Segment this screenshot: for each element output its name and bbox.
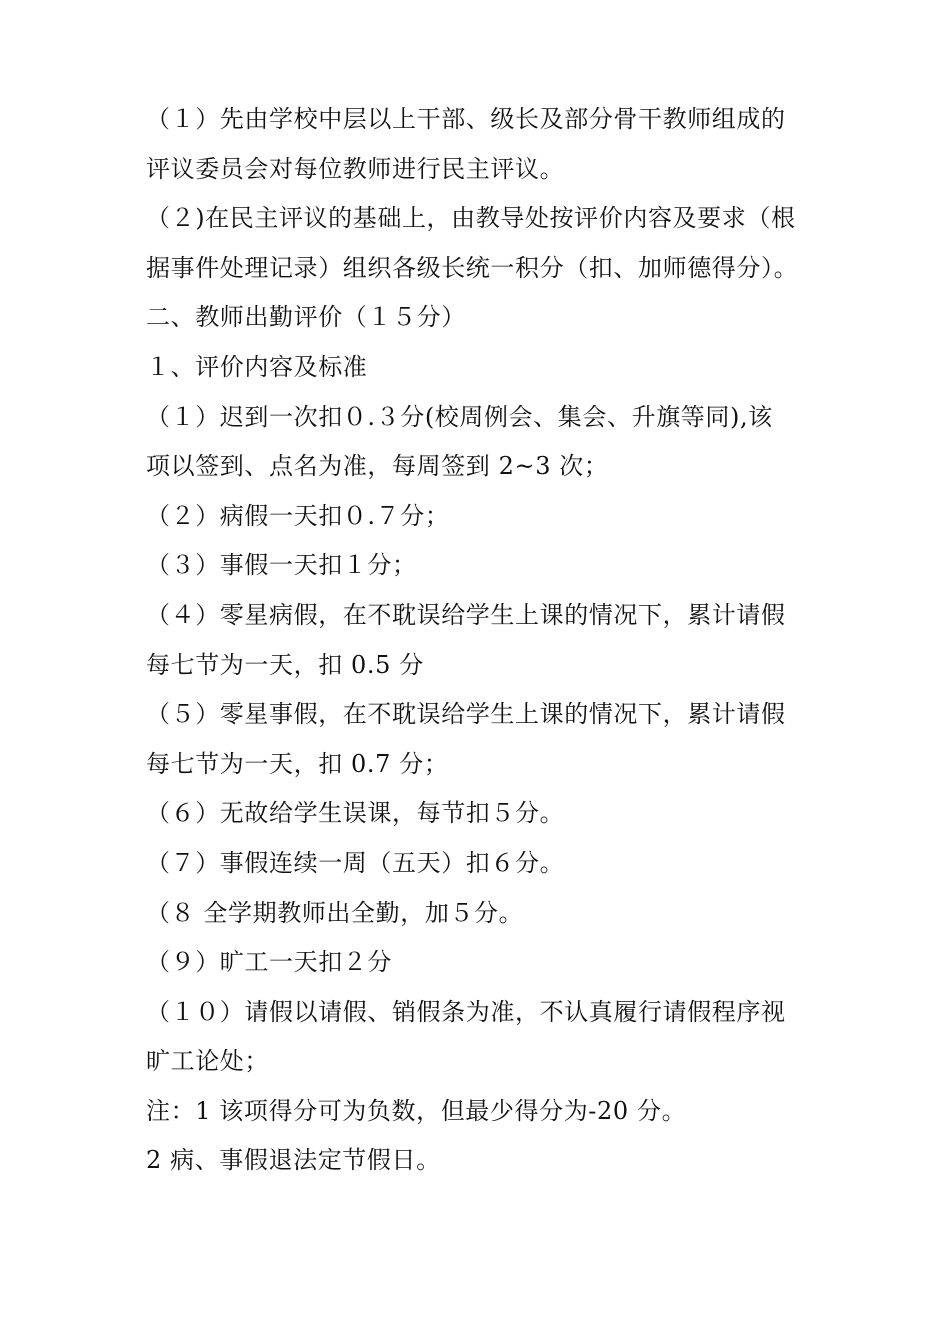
subsection-heading: １、评价内容及标准	[146, 352, 368, 381]
document-body	[146, 95, 810, 1186]
note-line-2: 2 病、事假退法定节假日。	[146, 1146, 441, 1175]
text-line-2: 评议委员会对每位教师进行民主评议。	[146, 154, 565, 183]
text-line-15: （６）无故给学生误课，每节扣５分。	[146, 799, 565, 828]
text-line-19: （１０）请假以请假、销假条为准，不认真履行请假程序视	[146, 997, 786, 1026]
text-line-4: 据事件处理记录）组织各级长统一积分（扣、加师德得分）。	[146, 253, 799, 282]
section-heading: 二、教师出勤评价（１５分）	[146, 303, 466, 332]
text-line-13: （５）零星事假，在不耽误给学生上课的情况下，累计请假	[146, 700, 786, 729]
text-line-16: （７）事假连续一周（五天）扣６分。	[146, 848, 565, 877]
text-line-3: （２)在民主评议的基础上，由教导处按评价内容及要求（根	[146, 204, 796, 233]
text-line-10: （３）事假一天扣１分；	[146, 551, 417, 580]
text-line-20: 旷工论处；	[146, 1047, 269, 1076]
text-line-7: （１）迟到一次扣０.３分(校周例会、集会、升旗等同),该	[146, 402, 773, 431]
note-line-1: 注：1 该项得分可为负数，但最少得分为-20 分。	[146, 1096, 687, 1125]
text-line-18: （９）旷工一天扣２分	[146, 948, 392, 977]
text-line-11: （４）零星病假，在不耽误给学生上课的情况下，累计请假	[146, 600, 786, 629]
text-line-8: 项以签到、点名为准，每周签到 2~3 次；	[146, 452, 609, 481]
text-line-1: （１）先由学校中层以上干部、级长及部分骨干教师组成的	[146, 105, 786, 133]
text-line-14: 每七节为一天，扣 0.7 分；	[146, 749, 449, 778]
text-line-9: （２）病假一天扣０.７分；	[146, 501, 450, 530]
text-line-17: （８ 全学期教师出全勤，加５分。	[146, 898, 524, 927]
text-line-12: 每七节为一天，扣 0.5 分	[146, 650, 424, 679]
